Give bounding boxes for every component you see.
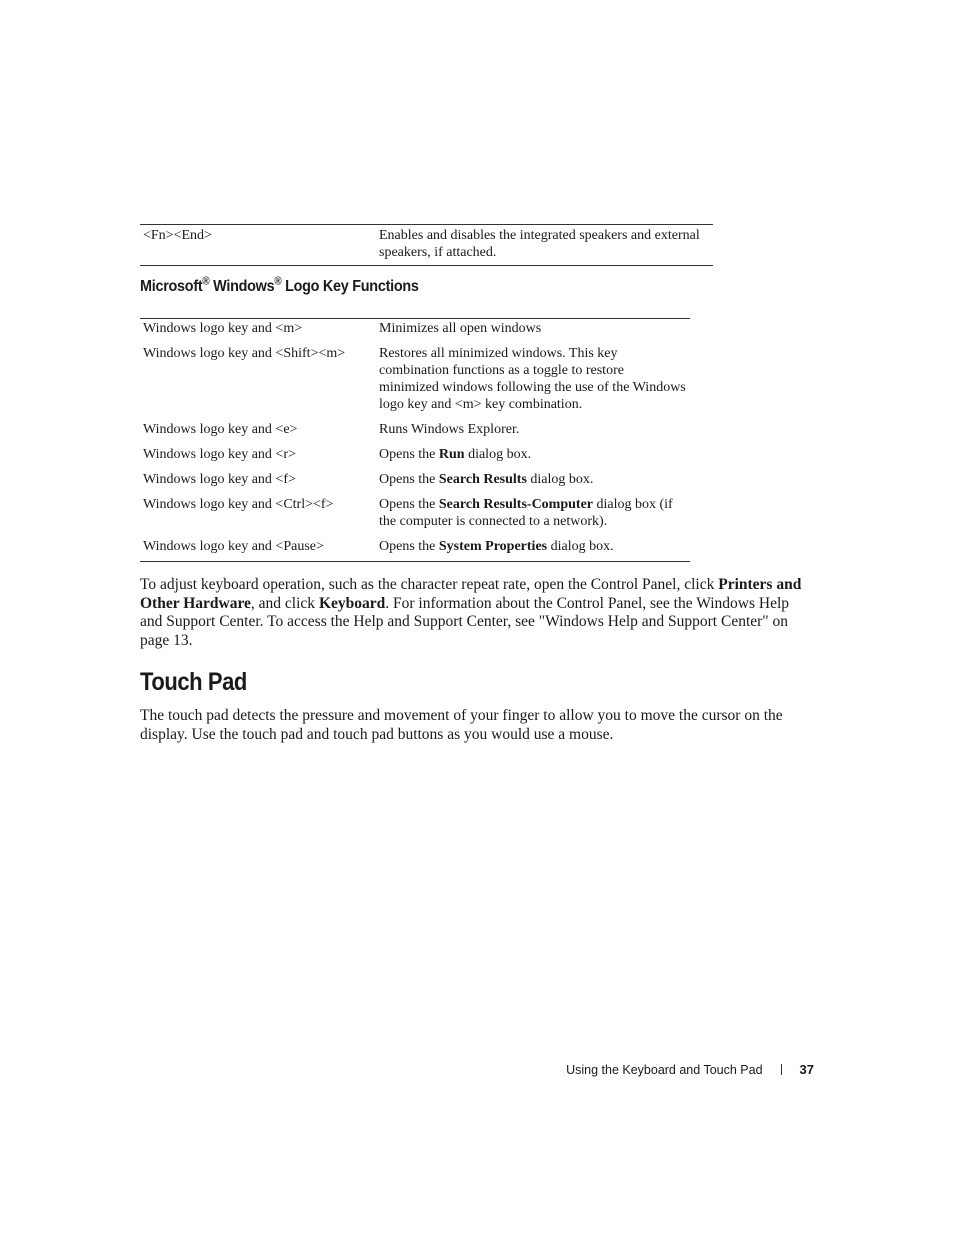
paragraph-text: , and click	[250, 594, 319, 612]
key-description	[379, 471, 690, 488]
desc-text: dialog box (if the computer is connected to a network).	[379, 497, 673, 529]
control-panel-item: Keyboard	[318, 594, 386, 612]
heading-text: Logo Key Functions	[281, 278, 419, 295]
desc-text: dialog box.	[547, 539, 614, 554]
heading-text: Windows	[209, 278, 275, 295]
table-row	[140, 446, 690, 463]
dialog-name: Search Results	[438, 472, 527, 487]
key-combination: Windows logo key and <r>	[143, 447, 296, 462]
registered-mark: ®	[202, 275, 210, 288]
key-combination: <Fn><End>	[143, 228, 212, 243]
table-row	[140, 320, 690, 337]
table-row	[140, 538, 690, 555]
key-description: Minimizes all open windows	[379, 321, 542, 336]
paragraph-text: To adjust keyboard operation, such as the character repeat rate, open the Control Panel, click	[140, 576, 719, 593]
key-combination: Windows logo key and <Ctrl><f>	[143, 497, 334, 512]
desc-text: dialog box.	[464, 447, 532, 462]
key-description	[379, 496, 690, 530]
dialog-name: Search Results-Computer	[438, 497, 594, 512]
logo-key-section-heading	[140, 275, 419, 296]
key-description: Restores all minimized windows. This key combination functions as a toggle to restore minimized windows following the use of the Windows logo key and <m> key combination.	[379, 346, 686, 412]
table-row	[140, 227, 713, 261]
footer-section-title: Using the Keyboard and Touch Pad	[566, 1062, 763, 1077]
registered-mark: ®	[274, 275, 282, 288]
key-combination: Windows logo key and <Pause>	[143, 539, 324, 554]
key-combination: Windows logo key and <m>	[143, 321, 303, 336]
key-description	[379, 446, 690, 463]
table-row	[140, 421, 690, 438]
desc-text: Opens the	[379, 447, 439, 462]
fn-key-table	[140, 224, 713, 266]
dialog-name: Run	[438, 447, 465, 462]
heading-text: Microsoft	[140, 278, 203, 295]
key-combination: Windows logo key and <f>	[143, 472, 296, 487]
key-description	[379, 538, 690, 555]
page-number: 37	[799, 1062, 814, 1077]
control-panel-category: Printers and Other Hardware	[140, 576, 802, 612]
logo-key-table	[140, 318, 690, 562]
paragraph-text: . For information about the Control Panel, see the Windows Help and Support Center. To access the Help and Support Center, see "Windows Help and Support Center" on page 13.	[140, 594, 789, 650]
key-description: Enables and disables the integrated speakers and external speakers, if attached.	[379, 228, 700, 260]
desc-text: Opens the	[379, 472, 439, 487]
touch-pad-paragraph: The touch pad detects the pressure and movement of your finger to allow you to move the cursor on the display. Use the touch pad and touch pad buttons as you would use a mouse.	[140, 707, 783, 743]
footer-separator	[781, 1064, 782, 1075]
touch-pad-heading: Touch Pad	[140, 668, 247, 696]
desc-text: Opens the	[379, 497, 439, 512]
desc-text: dialog box.	[526, 472, 594, 487]
key-description: Runs Windows Explorer.	[379, 422, 520, 437]
table-row	[140, 496, 690, 530]
keyboard-settings-paragraph	[140, 576, 815, 651]
table-row	[140, 471, 690, 488]
desc-text: Opens the	[379, 539, 439, 554]
table-row	[140, 345, 690, 413]
key-combination: Windows logo key and <Shift><m>	[143, 346, 346, 361]
key-combination: Windows logo key and <e>	[143, 422, 298, 437]
dialog-name: System Properties	[438, 539, 548, 554]
page-footer	[566, 1062, 814, 1077]
